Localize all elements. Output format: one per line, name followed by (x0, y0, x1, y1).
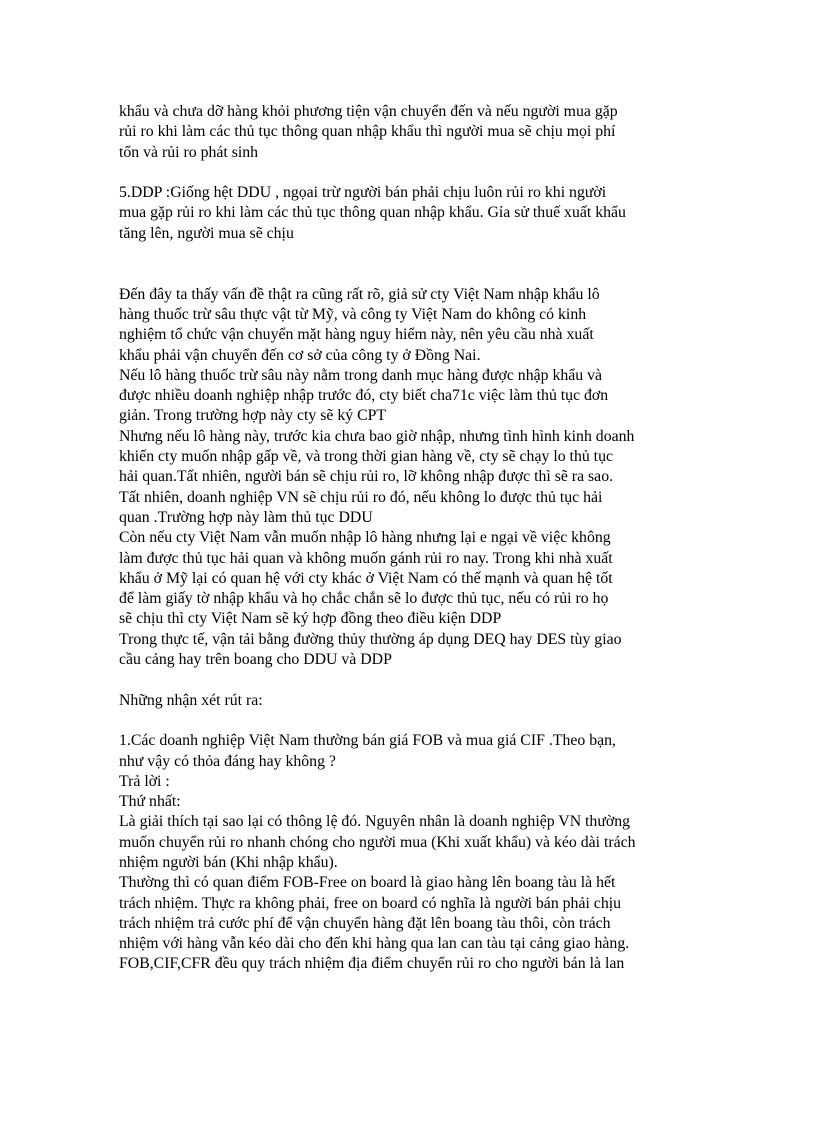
text-line: khiến cty muốn nhập gấp về, và trong thời gian hàng về, cty sẽ chạy lo thủ tục (119, 448, 613, 466)
text-line: như vậy có thỏa đáng hay không ? (119, 752, 336, 770)
text-line: cầu cảng hay trên boang cho DDU và DDP (119, 651, 392, 669)
text-line: Là giải thích tại sao lại có thông lệ đó. Nguyên nhân là doanh nghiệp VN thường (119, 813, 631, 831)
text-line: Thứ nhất: (119, 793, 181, 811)
text-line: được nhiều doanh nghiệp nhập trước đó, cty biết cha71c việc làm thủ tục đơn (119, 387, 609, 405)
text-line: 5.DDP :Giống hệt DDU , ngọai trừ người bán phải chịu luôn rủi ro khi người (119, 184, 607, 202)
text-line: Nhưng nếu lô hàng này, trước kia chưa bao giờ nhập, nhưng tình hình kinh doanh (119, 427, 635, 445)
text-line: FOB,CIF,CFR đều quy trách nhiệm địa điểm chuyển rủi ro cho người bán là lan (119, 955, 625, 973)
blank-line (119, 264, 704, 284)
text-line: rủi ro khi làm các thủ tục thông quan nhập khẩu thì người mua sẽ chịu mọi phí (119, 123, 616, 141)
text-line: hàng thuốc trừ sâu thực vật từ Mỹ, và công ty Việt Nam do không có kinh (119, 305, 587, 323)
text-line: khẩu ở Mỹ lại có quan hệ với cty khác ở Việt Nam có thế mạnh và quan hệ tốt (119, 569, 613, 587)
text-line: 1.Các doanh nghiệp Việt Nam thường bán giá FOB và mua giá CIF .Theo bạn, (119, 732, 616, 750)
text-line: khẩu phải vận chuyển đến cơ sở của công ty ở Đồng Nai. (119, 346, 481, 364)
text-line: nghiệm tổ chức vận chuyển mặt hàng nguy hiểm này, nên yêu cầu nhà xuất (119, 326, 594, 344)
blank-line (119, 244, 704, 264)
document-body (119, 102, 704, 975)
text-line: Thường thì có quan điểm FOB-Free on board là giao hàng lên boang tàu là hết (119, 874, 616, 892)
text-line: Đến đây ta thấy vấn đề thật ra cũng rất rõ, giả sử cty Việt Nam nhập khẩu lô (119, 285, 600, 303)
text-line: tổn và rủi ro phát sinh (119, 143, 259, 161)
text-line: Trong thực tế, vận tải bằng đường thủy thường áp dụng DEQ hay DES tùy giao (119, 630, 622, 648)
text-line: để làm giấy tờ nhập khẩu và họ chắc chắn sẽ lo được thủ tục, nếu có rủi ro họ (119, 590, 609, 608)
text-line: Tất nhiên, doanh nghiệp VN sẽ chịu rủi ro đó, nếu không lo được thủ tục hải (119, 488, 603, 506)
text-line: hải quan.Tất nhiên, người bán sẽ chịu rủi ro, lỡ không nhập được thì sẽ ra sao. (119, 468, 614, 486)
text-line: nhiệm người bán (Khi nhập khẩu). (119, 853, 338, 871)
text-line: làm được thủ tục hải quan và không muốn gánh rủi ro nay. Trong khi nhà xuất (119, 549, 613, 567)
text-line: quan .Trường hợp này làm thủ tục DDU (119, 508, 373, 526)
text-line: muốn chuyển rủi ro nhanh chóng cho người mua (Khi xuất khẩu) và kéo dài trách (119, 833, 636, 851)
blank-line (119, 163, 704, 183)
text-line: giản. Trong trường hợp này cty sẽ ký CPT (119, 407, 387, 425)
text-line: trách nhiệm trả cước phí để vận chuyển hàng đặt lên boang tàu thôi, còn trách (119, 914, 611, 932)
text-line: sẽ chịu thì cty Việt Nam sẽ ký hợp đồng theo điều kiện DDP (119, 610, 502, 628)
text-line: trách nhiệm. Thực ra không phải, free on board có nghĩa là người bán phải chịu (119, 894, 622, 912)
text-line: Trả lời : (119, 772, 170, 790)
text-line: tăng lên, người mua sẽ chịu (119, 224, 294, 242)
text-line: khẩu và chưa dỡ hàng khỏi phương tiện vận chuyển đến và nếu người mua gặp (119, 103, 618, 120)
blank-line (119, 670, 704, 690)
text-line: nhiệm với hàng vẫn kéo dài cho đến khi hàng qua lan can tàu tại cảng giao hàng. (119, 935, 630, 953)
text-line: mua gặp rủi ro khi làm các thủ tục thông quan nhập khẩu. Gỉa sử thuế xuất khẩu (119, 204, 626, 222)
document-page (119, 102, 704, 975)
text-line: Những nhận xét rút ra: (119, 691, 263, 709)
blank-line (119, 711, 704, 731)
text-line: Nếu lô hàng thuốc trừ sâu này nằm trong danh mục hàng được nhập khẩu và (119, 366, 603, 384)
text-line: Còn nếu cty Việt Nam vẫn muốn nhập lô hàng nhưng lại e ngại về việc không (119, 529, 611, 547)
